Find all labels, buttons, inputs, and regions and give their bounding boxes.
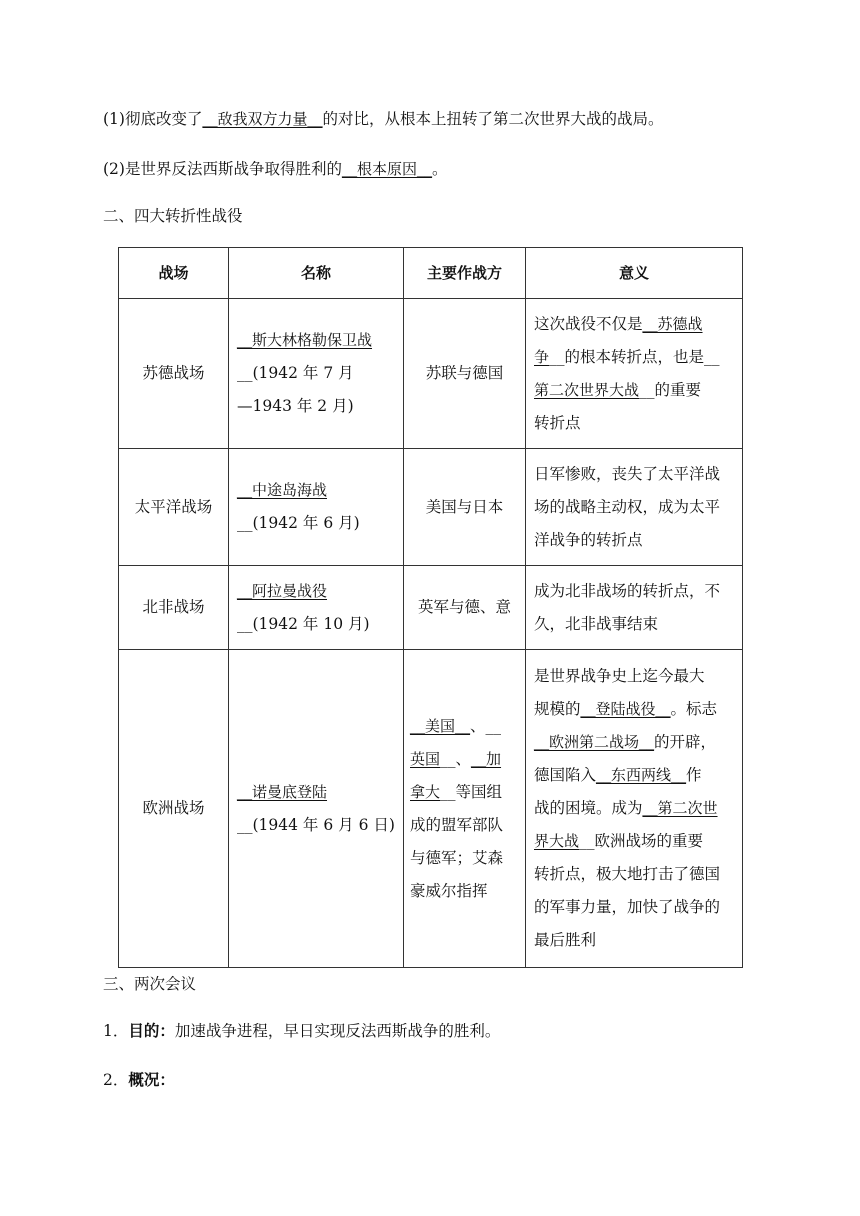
text-fragment: 。标志	[670, 700, 718, 718]
intro-line-2-post: 。	[431, 160, 448, 178]
intro-line-2	[103, 158, 448, 180]
blank-answer: __欧洲第二战场__	[534, 733, 655, 751]
text-fragment: __的重要	[639, 380, 702, 399]
table-header-row	[119, 248, 743, 299]
battles-table	[118, 247, 743, 968]
blank-answer: __敌我双方力量__	[202, 110, 323, 128]
blank-answer: __诺曼底登陆	[237, 782, 328, 801]
cell-date-line: __(1944 年 6 月 6 日)	[237, 815, 395, 834]
text-fragment: 转折点	[534, 413, 581, 432]
text-fragment: 是世界战争史上迄今最大	[534, 667, 705, 685]
text-fragment: 久，北非战事结束	[534, 614, 659, 633]
table-row	[119, 299, 743, 449]
text-fragment: 成的盟军部队	[410, 815, 504, 834]
blank-answer: 争	[534, 347, 550, 366]
text-fragment: 的军事力量，加快了战争的	[534, 898, 721, 916]
cell-date-line: __(1942 年 7 月	[237, 364, 354, 382]
item-text: 加速战争进程，早日实现反法西斯战争的胜利。	[174, 1022, 501, 1040]
blank-answer: __根本原因__	[341, 160, 432, 178]
blank-answer: 第二次世界大战	[534, 380, 640, 399]
blank-answer: 英国	[410, 749, 441, 768]
item-number: 2．	[103, 1071, 129, 1089]
blank-answer: __美国__	[410, 716, 471, 735]
header-theater: 战场	[119, 248, 229, 299]
intro-line-1-pre: (1)彻底改变了	[103, 110, 203, 128]
item-number: 1．	[103, 1022, 129, 1040]
text-fragment: 洋战争的转折点	[534, 530, 643, 549]
cell-theater: 北非战场	[119, 566, 229, 650]
text-fragment: __、	[440, 749, 472, 768]
text-fragment: 最后胜利	[534, 931, 597, 949]
item-label: 目的：	[128, 1021, 175, 1040]
blank-answer: __阿拉曼战役	[237, 581, 328, 600]
cell-date-line: __(1942 年 6 月)	[237, 514, 360, 532]
blank-answer: __中途岛海战	[237, 481, 328, 499]
header-name: 名称	[229, 248, 404, 299]
cell-date-line: __(1942 年 10 月)	[237, 614, 370, 633]
text-fragment: 场的战略主动权，成为太平	[534, 497, 721, 516]
blank-answer: __第二次世	[642, 799, 718, 817]
text-fragment: __欧洲战场的重要	[579, 832, 704, 850]
text-fragment: 这次战役不仅是	[534, 314, 643, 333]
cell-date-line: —1943 年 2 月)	[237, 397, 354, 415]
cell-significance	[526, 449, 743, 566]
blank-answer: __苏德战	[642, 314, 703, 333]
table-row	[119, 650, 743, 968]
cell-name	[229, 449, 404, 566]
section-heading-conferences: 三、两次会议	[103, 975, 197, 993]
cell-theater: 苏德战场	[119, 299, 229, 449]
blank-answer: __加	[471, 749, 502, 768]
cell-significance	[526, 650, 743, 968]
text-fragment: 日军惨败，丧失了太平洋战	[534, 464, 721, 483]
item-label: 概况：	[128, 1070, 175, 1089]
text-fragment: 德国陷入	[534, 766, 597, 784]
header-significance: 意义	[526, 248, 743, 299]
conference-purpose	[103, 1020, 500, 1042]
text-fragment: 成为北非战场的转折点，不	[534, 581, 721, 600]
cell-name	[229, 566, 404, 650]
blank-answer: __斯大林格勒保卫战	[237, 331, 373, 349]
intro-line-2-pre: (2)是世界反法西斯战争取得胜利的	[103, 160, 342, 178]
intro-line-1-post: 的对比，从根本上扭转了第二次世界大战的战局。	[322, 110, 664, 128]
cell-belligerents	[404, 650, 526, 968]
text-fragment: 规模的	[534, 700, 581, 718]
blank-answer: 界大战	[534, 832, 580, 850]
blank-answer: 拿大	[410, 782, 441, 801]
text-fragment: 与德军；艾森	[410, 848, 504, 867]
cell-belligerents: 英军与德、意	[404, 566, 526, 650]
text-fragment: 豪威尔指挥	[410, 881, 488, 900]
cell-belligerents: 苏联与德国	[404, 299, 526, 449]
cell-significance	[526, 299, 743, 449]
cell-name	[229, 650, 404, 968]
cell-significance	[526, 566, 743, 650]
text-fragment: 战的困境。成为	[534, 799, 643, 817]
blank-answer: __登陆战役__	[580, 700, 671, 718]
cell-theater: 欧洲战场	[119, 650, 229, 968]
text-fragment: 的开辟，	[654, 733, 717, 751]
conference-overview	[103, 1069, 175, 1091]
section-heading-battles: 二、四大转折性战役	[103, 207, 243, 225]
text-fragment: 作	[686, 766, 702, 784]
text-fragment: __的根本转折点，也是__	[549, 347, 720, 366]
text-fragment: 转折点，极大地打击了德国	[534, 865, 721, 883]
header-belligerents: 主要作战方	[404, 248, 526, 299]
table-row	[119, 566, 743, 650]
text-fragment: __等国组	[440, 782, 503, 801]
cell-name	[229, 299, 404, 449]
text-fragment: 、__	[470, 716, 502, 735]
cell-theater: 太平洋战场	[119, 449, 229, 566]
table-row	[119, 449, 743, 566]
cell-belligerents: 美国与日本	[404, 449, 526, 566]
intro-line-1	[103, 108, 664, 130]
blank-answer: __东西两线__	[596, 766, 687, 784]
